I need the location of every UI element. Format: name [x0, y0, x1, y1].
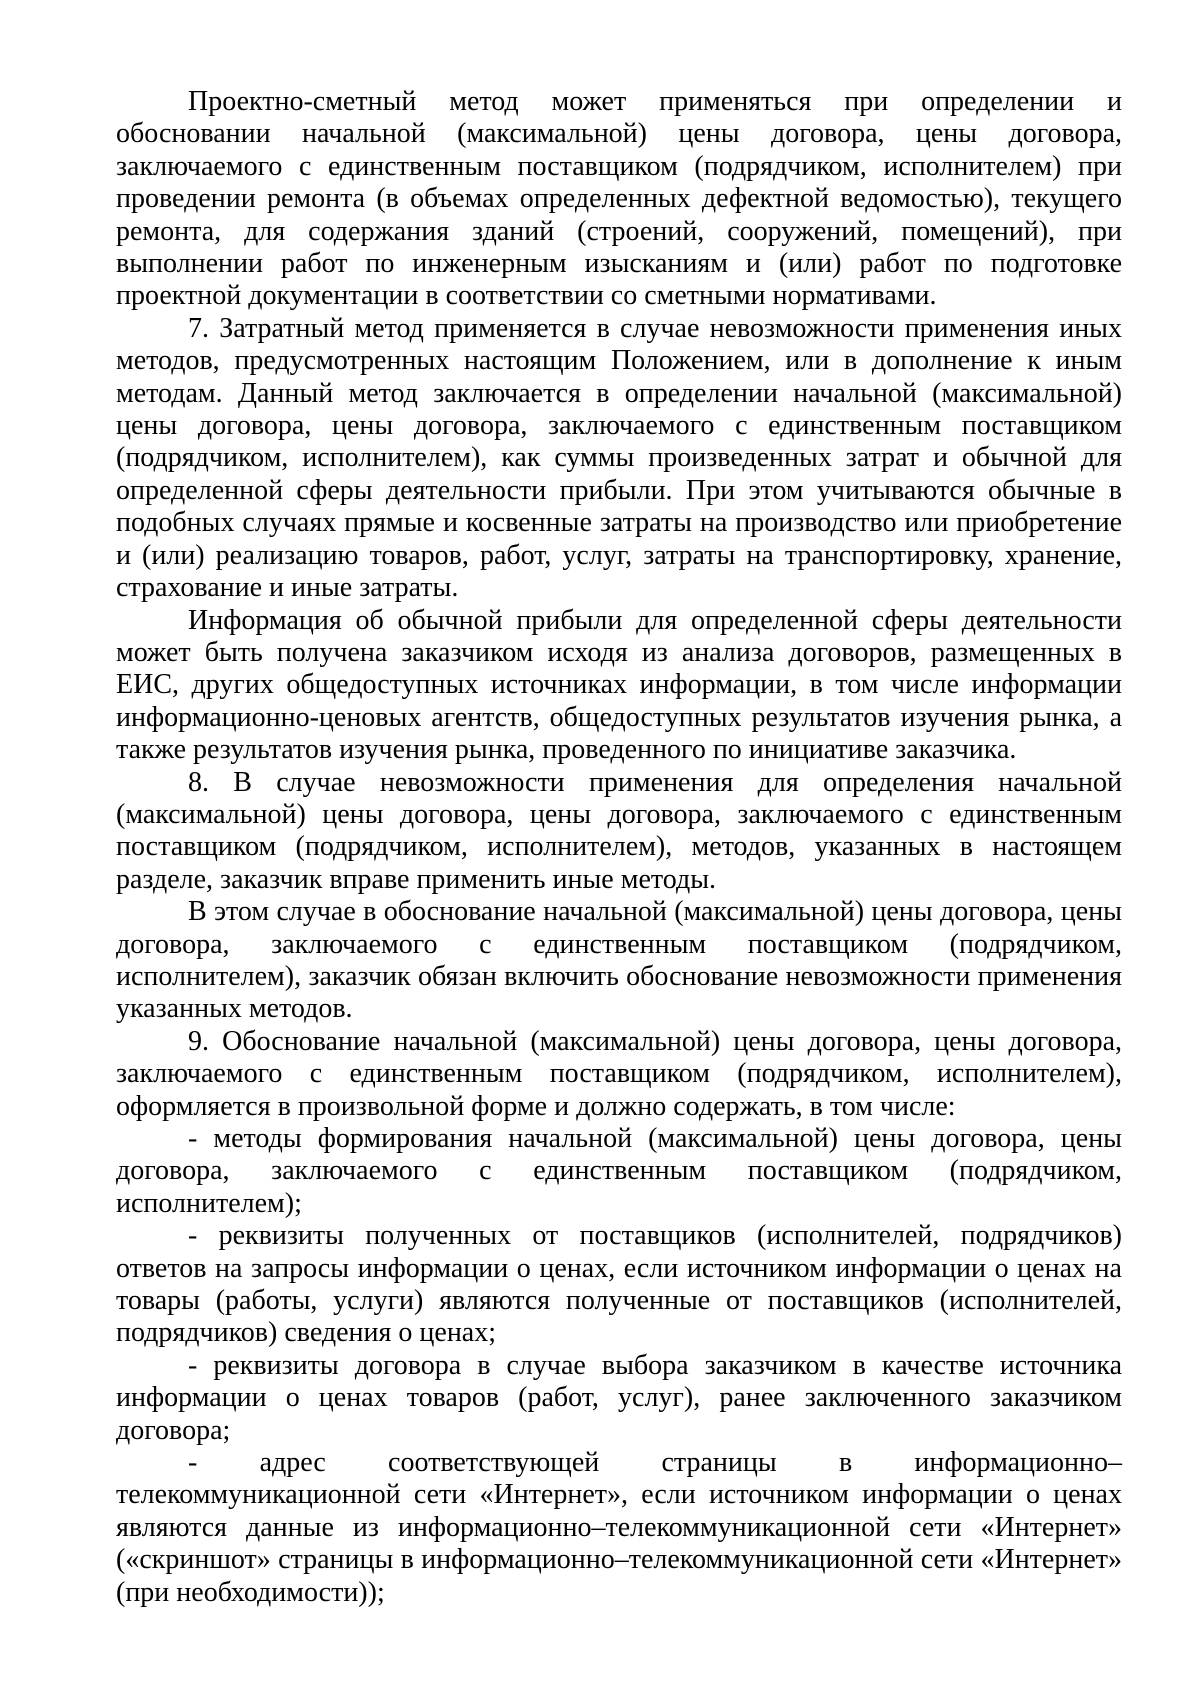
list-item-internet-address: - адрес соответствующей страницы в информационно–телекоммуникационной сети «Интернет», если источником информации о ценах являются данные из информационно–телекоммуникационной сети «Интернет» («скриншот» страницы в информационно–телекоммуникационной сети «Интернет» (при необходимости)); [116, 1447, 1122, 1608]
paragraph-design-estimate-method: Проектно-сметный метод может применяться при определении и обосновании начальной (максимальной) цены договора, цены договора, заключаемого с единственным поставщиком (подрядчиком, исполнителем) при проведении ремонта (в объемах определенных дефектной ведомостью), текущего ремонта, для содержания зданий (строений, сооружений, помещений), при выполнении работ по инженерным изысканиям и (или) работ по подготовке проектной документации в соответствии со сметными нормативами. [116, 86, 1122, 312]
list-item-methods: - методы формирования начальной (максимальной) цены договора, цены договора, заключаемого с единственным поставщиком (подрядчиком, исполнителем); [116, 1123, 1122, 1219]
paragraph-justification-impossibility: В этом случае в обоснование начальной (максимальной) цены договора, цены договора, заключаемого с единственным поставщиком (подрядчиком, исполнителем), заказчик обязан включить обоснование невозможности применения указанных методов. [116, 896, 1122, 1025]
paragraph-item-7-cost-method: 7. Затратный метод применяется в случае невозможности применения иных методов, предусмотренных настоящим Положением, или в дополнение к иным методам. Данный метод заключается в определении начальной (максимальной) цены договора, цены договора, заключаемого с единственным поставщиком (подрядчиком, исполнителем), как суммы произведенных затрат и обычной для определенной сферы деятельности прибыли. При этом учитываются обычные в подобных случаях прямые и косвенные затраты на производство или приобретение и (или) реализацию товаров, работ, услуг, затраты на транспортировку, хранение, страхование и иные затраты. [116, 312, 1122, 604]
list-item-contract-details: - реквизиты договора в случае выбора заказчиком в качестве источника информации о ценах товаров (работ, услуг), ранее заключенного заказчиком договора; [116, 1349, 1122, 1446]
document-page [116, 86, 1122, 1609]
paragraph-profit-information: Информация об обычной прибыли для определенной сферы деятельности может быть получена заказчиком исходя из анализа договоров, размещенных в ЕИС, других общедоступных источниках информации, в том числе информации информационно-ценовых агентств, общедоступных результатов изучения рынка, а также результатов изучения рынка, проведенного по инициативе заказчика. [116, 604, 1122, 766]
paragraph-item-8-other-methods: 8. В случае невозможности применения для определения начальной (максимальной) цены договора, цены договора, заключаемого с единственным поставщиком (подрядчиком, исполнителем), методов, указанных в настоящем разделе, заказчик вправе применить иные методы. [116, 766, 1122, 895]
paragraph-item-9-justification: 9. Обоснование начальной (максимальной) цены договора, цены договора, заключаемого с единственным поставщиком (подрядчиком, исполнителем), оформляется в произвольной форме и должно содержать, в том числе: [116, 1025, 1122, 1122]
list-item-supplier-responses: - реквизиты полученных от поставщиков (исполнителей, подрядчиков) ответов на запросы информации о ценах, если источником информации о ценах на товары (работы, услуги) являются полученные от поставщиков (исполнителей, подрядчиков) сведения о ценах; [116, 1220, 1122, 1349]
